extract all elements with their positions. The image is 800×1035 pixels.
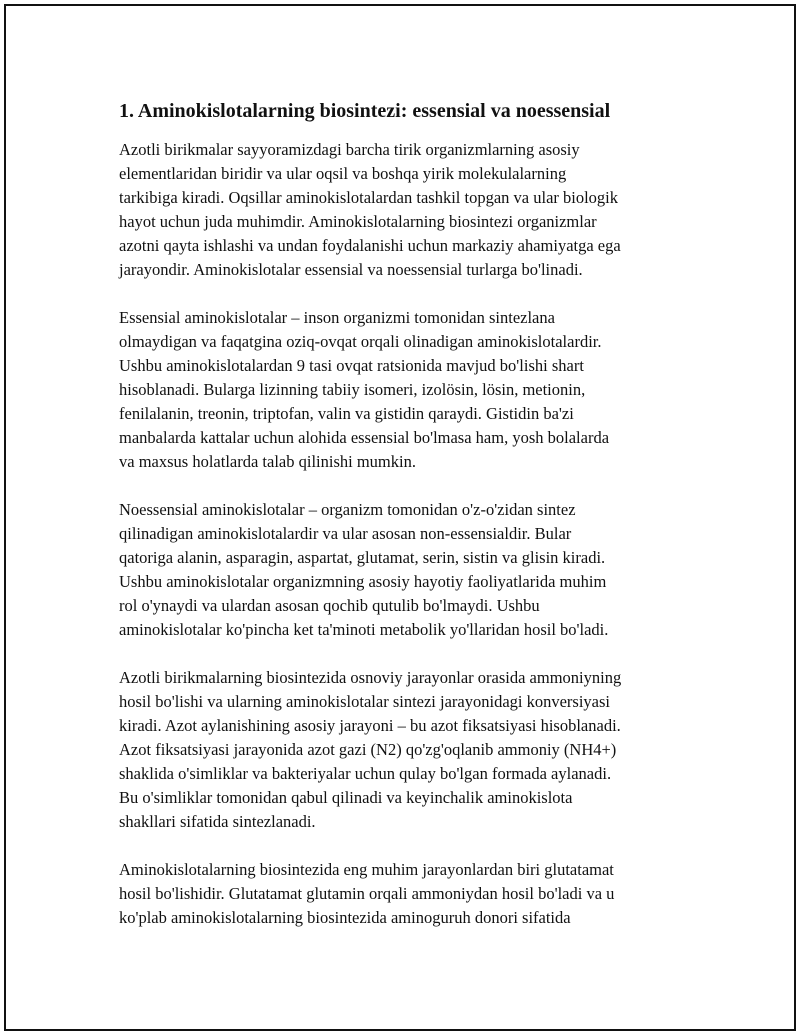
page-frame <box>4 4 796 1031</box>
paragraph-intro <box>119 138 689 282</box>
text-line: qatoriga alanin, asparagin, aspartat, glutamat, serin, sistin va glisin kiradi. <box>119 548 606 567</box>
text-line: Azotli birikmalar sayyoramizdagi barcha tirik organizmlarning asosiy <box>119 140 580 159</box>
text-line: manbalarda kattalar uchun alohida essensial bo'lmasa ham, yosh bolalarda <box>119 428 610 447</box>
text-line: olmaydigan va faqatgina oziq-ovqat orqali olinadigan aminokislotalardir. <box>119 332 602 351</box>
paragraph-nonessential <box>119 498 689 642</box>
text-line: shaklida o'simliklar va bakteriyalar uchun qulay bo'lgan formada aylanadi. <box>119 764 612 783</box>
text-line: hisoblanadi. Bularga lizinning tabiiy isomeri, izolösin, lösin, metionin, <box>119 380 586 399</box>
text-line: shakllari sifatida sintezlanadi. <box>119 812 316 831</box>
text-line: Essensial aminokislotalar – inson organizmi tomonidan sintezlana <box>119 308 555 327</box>
section-heading: 1. Aminokislotalarning biosintezi: essensial va noessensial <box>119 100 611 122</box>
text-line: Ushbu aminokislotalardan 9 tasi ovqat ratsionida mavjud bo'lishi shart <box>119 356 584 375</box>
text-line: elementlaridan biridir va ular oqsil va boshqa yirik molekulalarning <box>119 164 567 183</box>
text-line: hosil bo'lishidir. Glutatamat glutamin orqali ammoniydan hosil bo'ladi va u <box>119 884 615 903</box>
text-line: Aminokislotalarning biosintezida eng muhim jarayonlardan biri glutatamat <box>119 860 614 879</box>
document-body <box>119 98 689 954</box>
text-line: azotni qayta ishlashi va undan foydalanishi uchun markaziy ahamiyatga ega <box>119 236 621 255</box>
text-line: tarkibiga kiradi. Oqsillar aminokislotalardan tashkil topgan va ular biologik <box>119 188 619 207</box>
text-line: rol o'ynaydi va ulardan asosan qochib qutulib bo'lmaydi. Ushbu <box>119 596 540 615</box>
paragraph-essential <box>119 306 689 474</box>
text-line: Ushbu aminokislotalar organizmning asosiy hayotiy faoliyatlarida muhim <box>119 572 607 591</box>
text-line: Azotli birikmalarning biosintezida osnoviy jarayonlar orasida ammoniyning <box>119 668 622 687</box>
paragraph-glutamate <box>119 858 689 930</box>
text-line: kiradi. Azot aylanishining asosiy jarayoni – bu azot fiksatsiyasi hisoblanadi. <box>119 716 621 735</box>
text-line: jarayondir. Aminokislotalar essensial va noessensial turlarga bo'linadi. <box>119 260 583 279</box>
text-line: Azot fiksatsiyasi jarayonida azot gazi (N2) qo'zg'oqlanib ammoniy (NH4+) <box>119 740 617 759</box>
text-line: fenilalanin, treonin, triptofan, valin va gistidin qaraydi. Gistidin ba'zi <box>119 404 574 423</box>
text-line: hayot uchun juda muhimdir. Aminokislotalarning biosintezi organizmlar <box>119 212 597 231</box>
text-line: ko'plab aminokislotalarning biosintezida aminoguruh donori sifatida <box>119 908 571 927</box>
text-line: hosil bo'lishi va ularning aminokislotalar sintezi jarayonidagi konversiyasi <box>119 692 611 711</box>
text-line: Bu o'simliklar tomonidan qabul qilinadi va keyinchalik aminokislota <box>119 788 573 807</box>
text-line: va maxsus holatlarda talab qilinishi mumkin. <box>119 452 416 471</box>
text-line: Noessensial aminokislotalar – organizm tomonidan o'z-o'zidan sintez <box>119 500 576 519</box>
text-line: aminokislotalar ko'pincha ket ta'minoti metabolik yo'llaridan hosil bo'ladi. <box>119 620 609 639</box>
paragraph-nitrogen-fixation <box>119 666 689 834</box>
text-line: qilinadigan aminokislotalardir va ular asosan non-essensialdir. Bular <box>119 524 572 543</box>
